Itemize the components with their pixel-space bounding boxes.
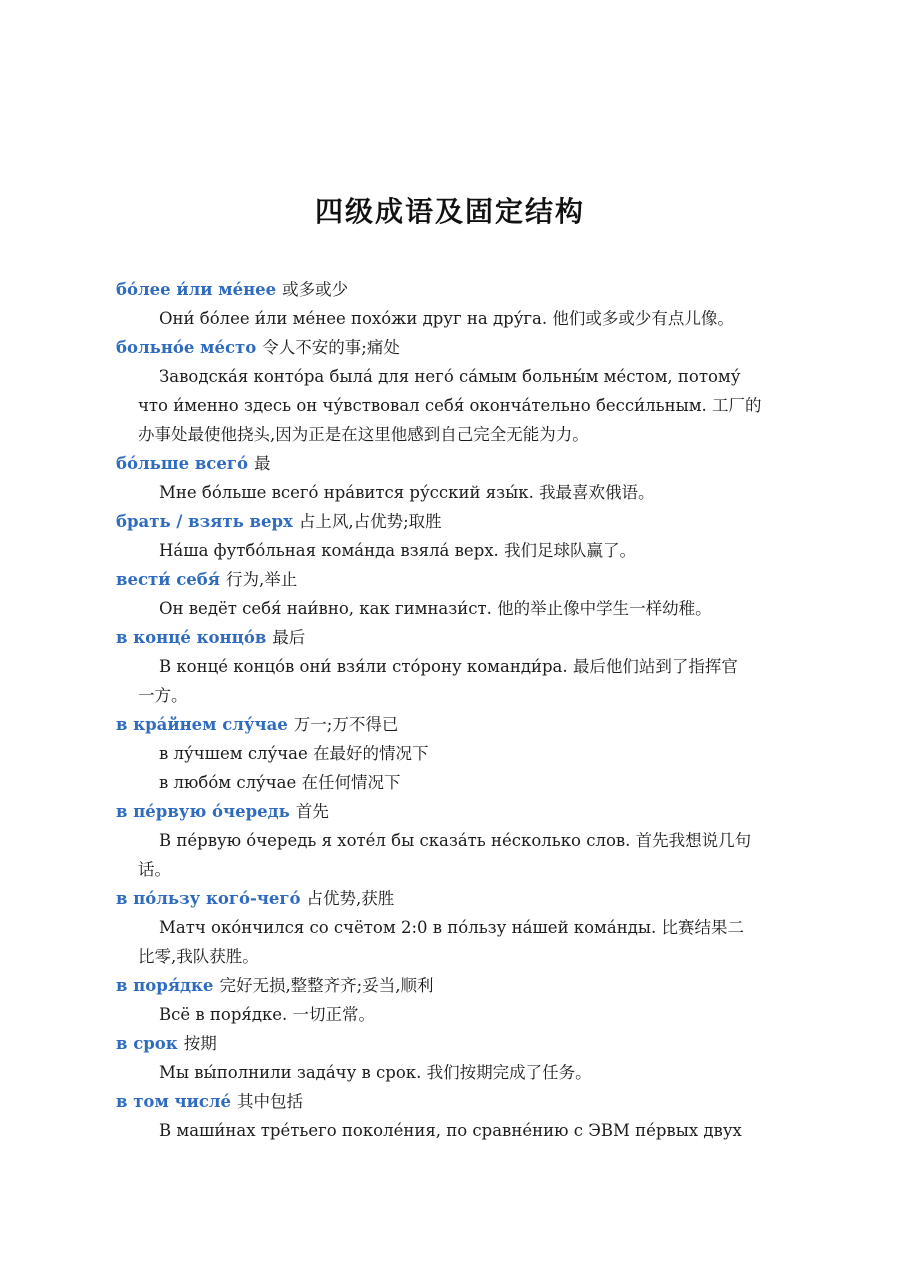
entry (116, 710, 788, 797)
entry-headline (116, 623, 788, 652)
entry-meaning: 占上风,占优势;取胜 (298, 512, 442, 531)
entry-meaning: 最后 (272, 628, 306, 647)
entry-meaning: 首先 (295, 802, 329, 821)
example-line (116, 942, 788, 971)
example-line (116, 681, 788, 710)
entry-headline (116, 507, 788, 536)
entry (116, 275, 788, 333)
entry-term: в пе́рвую о́чередь (116, 802, 290, 821)
entry (116, 623, 788, 710)
entry-term: бо́льше всего́ (116, 454, 248, 473)
related-phrase (116, 739, 788, 768)
entry-headline (116, 710, 788, 739)
example-text: Он ведёт себя́ наи́вно, как гимнази́ст. 他的举止像中学生一样幼稚。 (159, 599, 712, 618)
example-line (116, 391, 788, 420)
entry-term: в срок (116, 1034, 178, 1053)
entry-headline (116, 971, 788, 1000)
example-line (116, 420, 788, 449)
example-line (116, 304, 788, 333)
entry-meaning: 其中包括 (237, 1092, 304, 1111)
page-title: 四级成语及固定结构 (314, 195, 585, 228)
example-text: 比零,我队获胜。 (138, 947, 259, 966)
entry-term: в поря́дке (116, 976, 214, 995)
example-text: 一方。 (138, 686, 188, 705)
entry-term: бо́лее и́ли ме́нее (116, 280, 277, 299)
entry (116, 507, 788, 565)
example-text: Мы вы́полнили зада́чу в срок. 我们按期完成了任务。 (159, 1063, 592, 1082)
example-line (116, 362, 788, 391)
example-text: в любо́м слу́чае 在任何情况下 (159, 773, 401, 792)
entry-meaning: 或多或少 (282, 280, 349, 299)
entry-meaning: 最 (253, 454, 271, 473)
example-line (116, 826, 788, 855)
entry (116, 449, 788, 507)
entry-term: брать / взять верх (116, 512, 293, 531)
entry-headline (116, 333, 788, 362)
entry-headline (116, 884, 788, 913)
example-line (116, 478, 788, 507)
entry-term: в кра́йнем слу́чае (116, 715, 288, 734)
entry-meaning: 万一;万不得已 (293, 715, 399, 734)
example-text: Заводска́я конто́ра была́ для него́ са́мым больны́м ме́стом, потому́ (159, 367, 741, 386)
example-text: Всё в поря́дке. 一切正常。 (159, 1005, 376, 1024)
entry (116, 333, 788, 449)
example-text: что и́менно здесь он чу́вствовал себя́ оконча́тельно бесси́льным. 工厂的 (138, 396, 762, 415)
example-line (116, 1116, 788, 1145)
entry-headline (116, 449, 788, 478)
example-text: В пе́рвую о́чередь я хоте́л бы сказа́ть не́сколько слов. 首先我想说几句 (159, 831, 752, 850)
entry-term: больно́е ме́сто (116, 338, 257, 357)
example-text: В маши́нах тре́тьего поколе́ния, по сравне́нию с ЭВМ пе́рвых двух (159, 1121, 742, 1140)
example-line (116, 855, 788, 884)
entry-headline (116, 1029, 788, 1058)
entry-term: в по́льзу кого́-чего́ (116, 889, 301, 908)
example-text: Они́ бо́лее и́ли ме́нее похо́жи друг на дру́га. 他们或多或少有点儿像。 (159, 309, 734, 328)
example-text: Матч око́нчился со счётом 2:0 в по́льзу на́шей кома́нды. 比赛结果二 (159, 918, 745, 937)
related-phrase (116, 768, 788, 797)
entry-headline (116, 797, 788, 826)
entry-headline (116, 565, 788, 594)
entry (116, 971, 788, 1029)
entry-list (116, 275, 788, 1145)
example-text: 办事处最使他挠头,因为正是在这里他感到自己完全无能为力。 (138, 425, 589, 444)
entry-term: вести́ себя́ (116, 570, 220, 589)
entry (116, 884, 788, 971)
entry-meaning: 完好无损,整整齐齐;妥当,顺利 (219, 976, 434, 995)
example-line (116, 913, 788, 942)
entry (116, 797, 788, 884)
example-text: Мне бо́льше всего́ нра́вится ру́сский язы́к. 我最喜欢俄语。 (159, 483, 655, 502)
example-text: На́ша футбо́льная кома́нда взяла́ верх. 我们足球队赢了。 (159, 541, 637, 560)
example-line (116, 652, 788, 681)
example-text: в лу́чшем слу́чае 在最好的情况下 (159, 744, 429, 763)
example-text: В конце́ концо́в они́ взя́ли сто́рону команди́ра. 最后他们站到了指挥官 (159, 657, 738, 676)
entry-term: в конце́ концо́в (116, 628, 267, 647)
example-line (116, 1058, 788, 1087)
entry-meaning: 占优势,获胜 (306, 889, 395, 908)
example-line (116, 536, 788, 565)
entry (116, 565, 788, 623)
entry-meaning: 按期 (183, 1034, 217, 1053)
entry-term: в том числе́ (116, 1092, 232, 1111)
entry-headline (116, 1087, 788, 1116)
entry-meaning: 行为,举止 (225, 570, 298, 589)
example-line (116, 594, 788, 623)
entry (116, 1029, 788, 1087)
entry (116, 1087, 788, 1145)
example-line (116, 1000, 788, 1029)
entry-headline (116, 275, 788, 304)
example-text: 话。 (138, 860, 171, 879)
entry-meaning: 令人不安的事;痛处 (262, 338, 400, 357)
